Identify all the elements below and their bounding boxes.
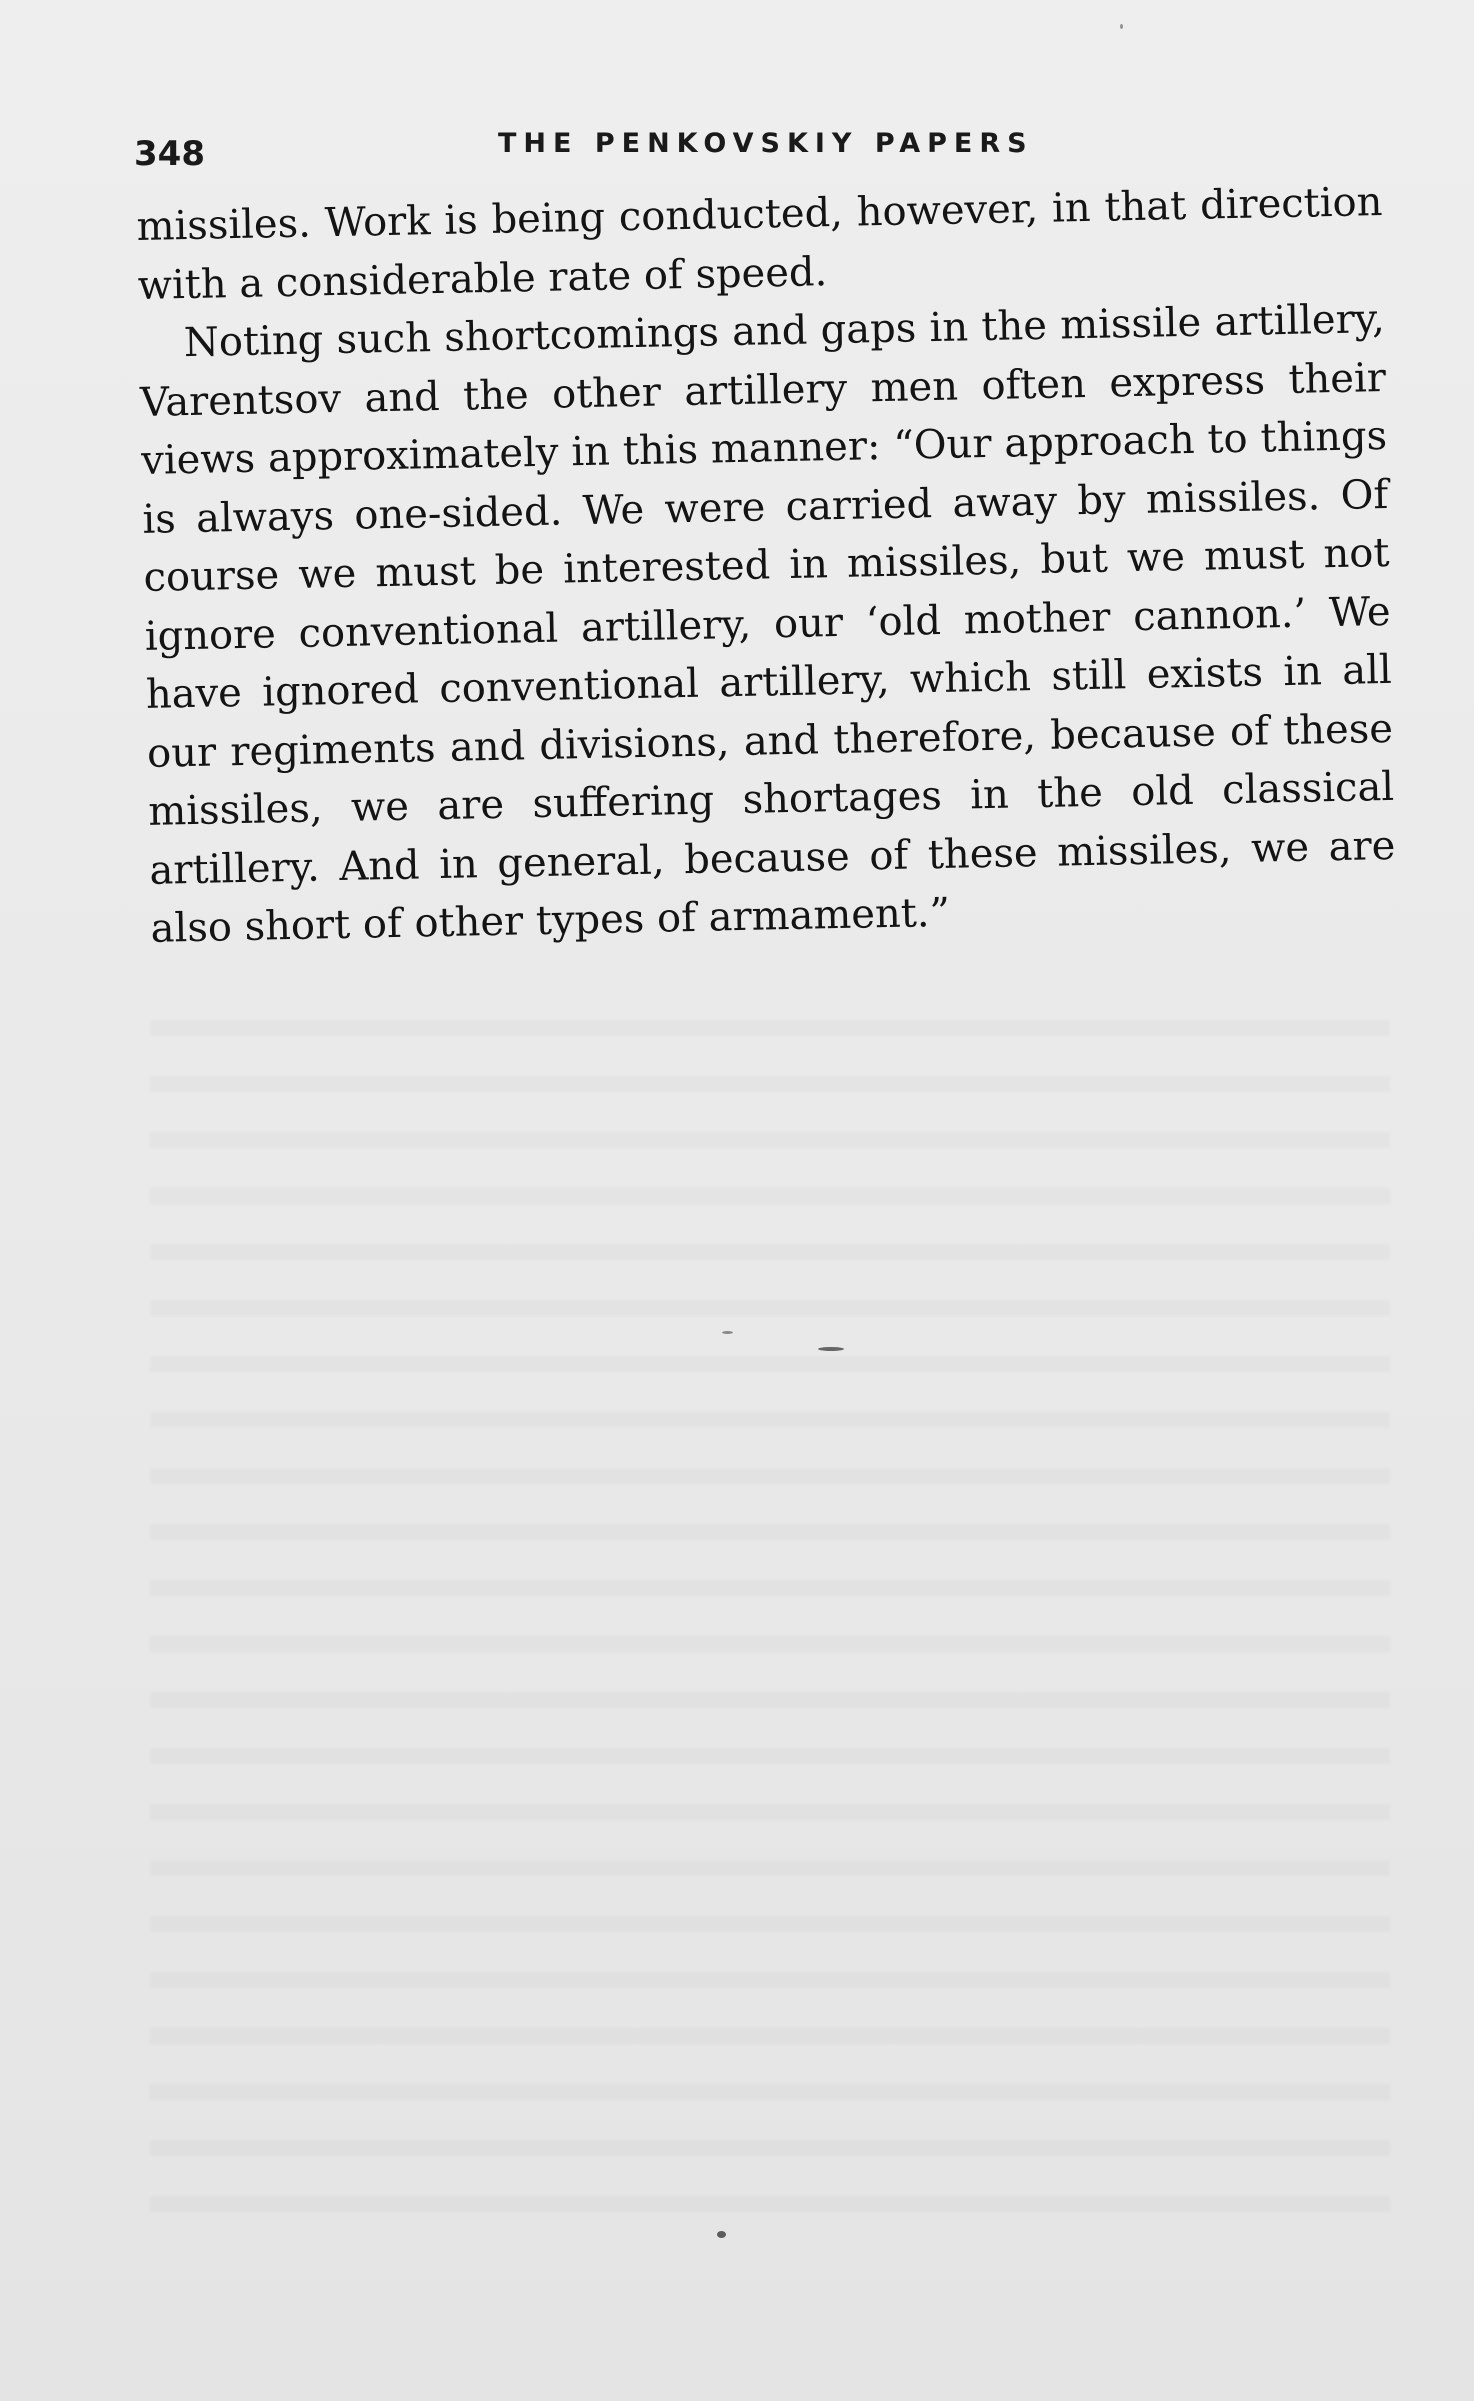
- dust-speck: [722, 1331, 733, 1334]
- running-head: THE PENKOVSKIY PAPERS: [498, 128, 1034, 159]
- reverse-side-bleed-through: [150, 980, 1390, 2240]
- dust-speck: [717, 2231, 726, 2238]
- dust-speck: [1120, 24, 1123, 29]
- body-text: [136, 173, 1397, 958]
- page-number: 348: [134, 134, 205, 174]
- paragraph: Noting such shortcomings and gaps in the missile artillery, Varentsov and the other artillery men often express their views approximately in this manner: “Our approach to things is always one-sided. We were carried away by missiles. Of course we must be interested in missiles, but we must not ignore conventional artillery, our ‘old mother cannon.’ We have ignored conventional artillery, which still exists in all our regiments and divisions, and therefore, because of these missiles, we are suffering shortages in the old classical artillery. And in general, because of these missiles, we are also short of other types of armament.”: [139, 295, 1396, 952]
- paragraph-continued: missiles. Work is being conducted, however, in that direction with a considerable rate of speed.: [136, 178, 1383, 309]
- dust-speck: [818, 1347, 844, 1351]
